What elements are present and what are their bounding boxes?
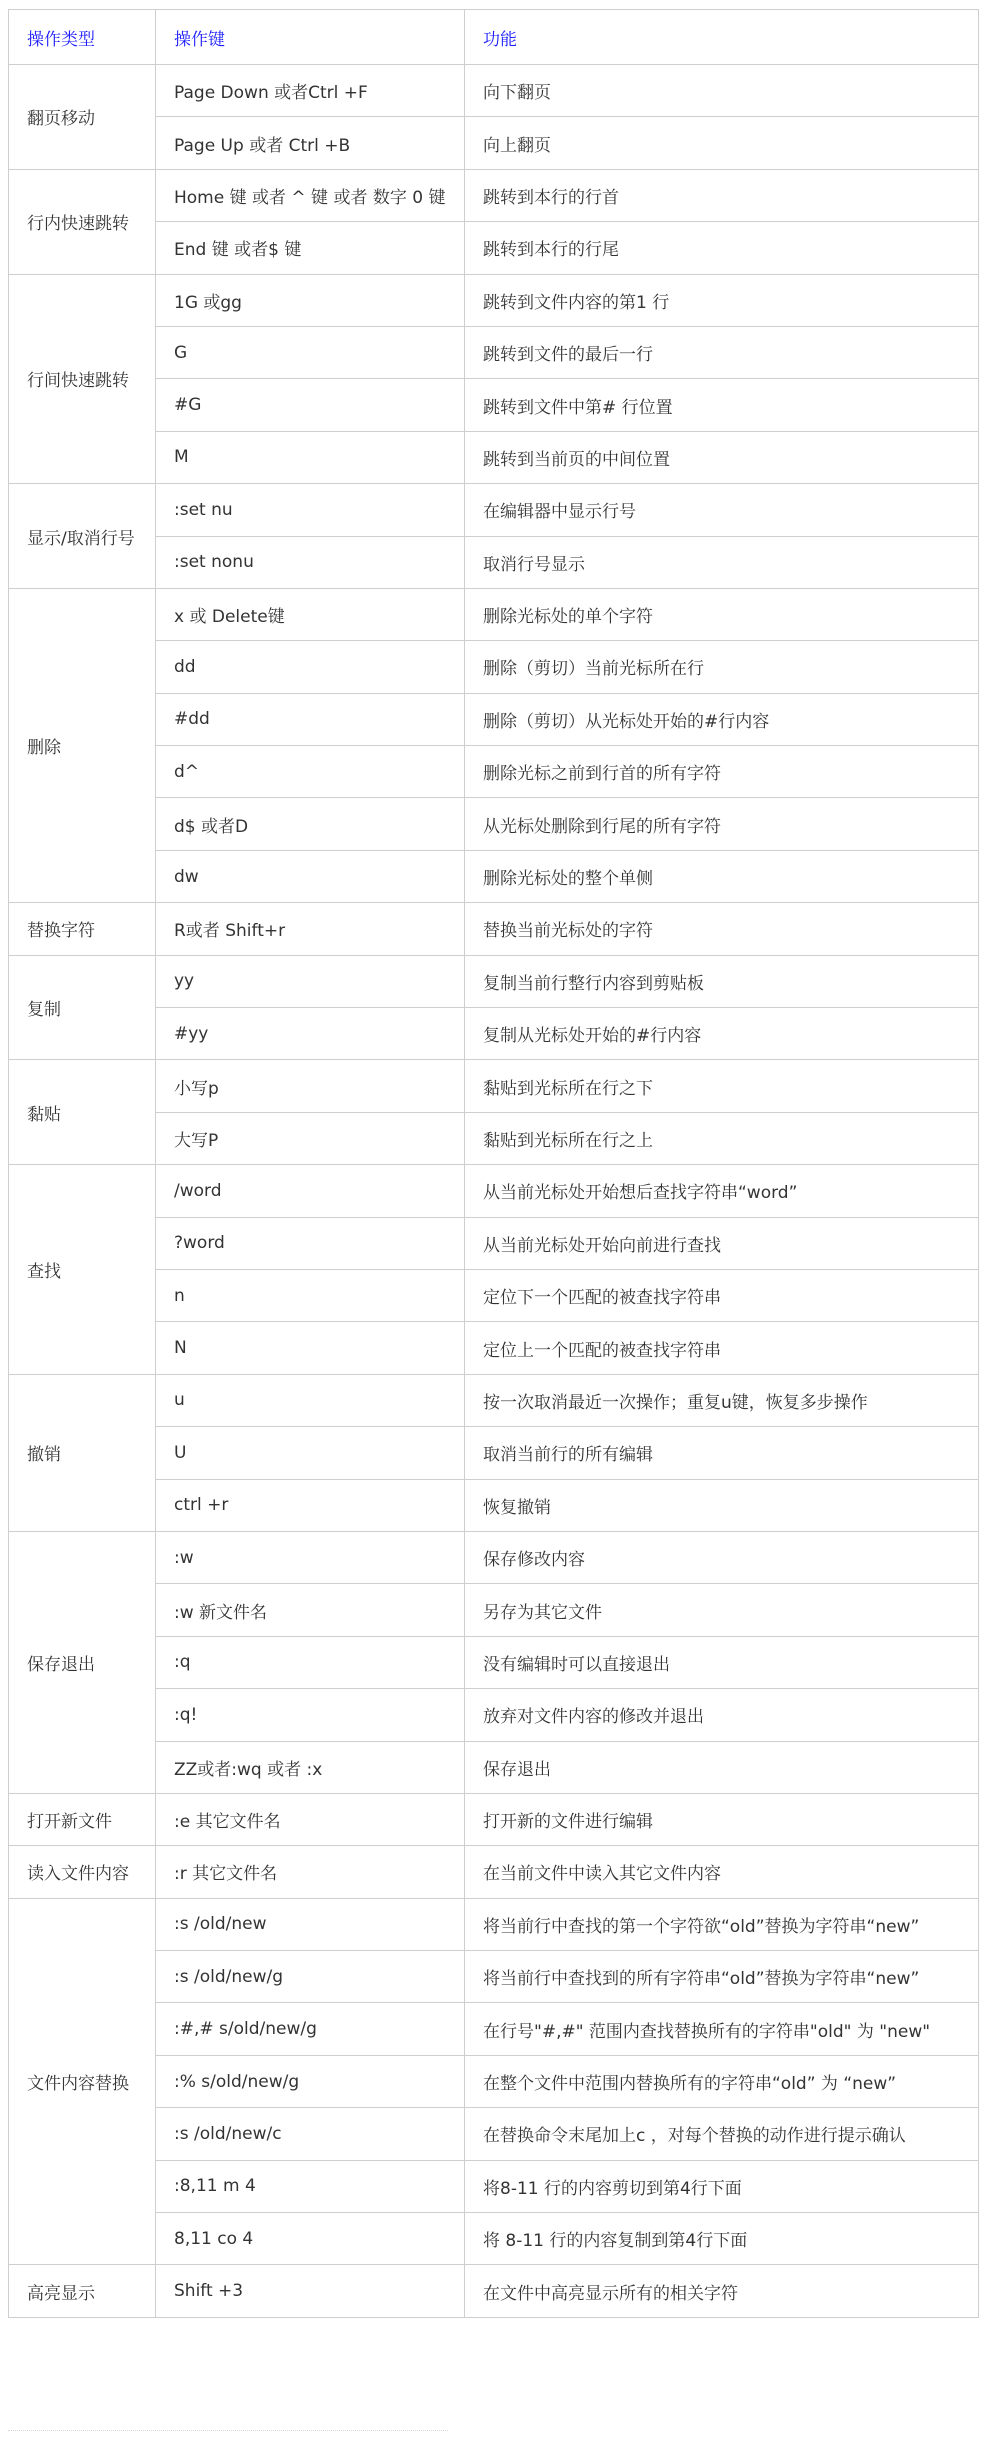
key-cell: :8,11 m 4 [156, 2160, 465, 2212]
function-cell: 在整个文件中范围内替换所有的字符串“old” 为 “new” [465, 2055, 979, 2107]
key-cell: :% s/old/new/g [156, 2055, 465, 2107]
function-cell: 另存为其它文件 [465, 1584, 979, 1636]
function-cell: 定位下一个匹配的被查找字符串 [465, 1269, 979, 1321]
key-cell: N [156, 1322, 465, 1374]
function-cell: 跳转到文件内容的第1 行 [465, 274, 979, 326]
function-cell: 黏贴到光标所在行之上 [465, 1112, 979, 1164]
category-cell: 翻页移动 [9, 65, 156, 170]
function-cell: 复制当前行整行内容到剪贴板 [465, 955, 979, 1007]
function-cell: 保存修改内容 [465, 1531, 979, 1583]
function-cell: 从当前光标处开始向前进行查找 [465, 1217, 979, 1269]
category-cell: 文件内容替换 [9, 1898, 156, 2265]
function-cell: 从光标处删除到行尾的所有字符 [465, 798, 979, 850]
key-cell: ctrl +r [156, 1479, 465, 1531]
function-cell: 向下翻页 [465, 65, 979, 117]
key-cell: Shift +3 [156, 2265, 465, 2317]
key-cell: End 键 或者$ 键 [156, 222, 465, 274]
category-cell: 删除 [9, 588, 156, 902]
key-cell: :e 其它文件名 [156, 1793, 465, 1845]
category-cell: 查找 [9, 1165, 156, 1375]
key-cell: :w [156, 1531, 465, 1583]
function-cell: 从当前光标处开始想后查找字符串“word” [465, 1165, 979, 1217]
key-cell: :s /old/new [156, 1898, 465, 1950]
function-cell: 黏贴到光标所在行之下 [465, 1060, 979, 1112]
key-cell: :w 新文件名 [156, 1584, 465, 1636]
key-cell: :q [156, 1636, 465, 1688]
key-cell: yy [156, 955, 465, 1007]
key-cell: ZZ或者:wq 或者 :x [156, 1741, 465, 1793]
function-cell: 没有编辑时可以直接退出 [465, 1636, 979, 1688]
table-row [9, 1531, 979, 1583]
key-cell: :#,# s/old/new/g [156, 2003, 465, 2055]
key-cell: #yy [156, 1008, 465, 1060]
category-cell: 行间快速跳转 [9, 274, 156, 484]
function-cell: 将当前行中查找到的所有字符串“old”替换为字符串“new” [465, 1951, 979, 2003]
key-cell: n [156, 1269, 465, 1321]
function-cell: 删除光标处的整个单侧 [465, 850, 979, 902]
header-key: 操作键 [156, 10, 465, 65]
table-row [9, 484, 979, 536]
header-function: 功能 [465, 10, 979, 65]
key-cell: U [156, 1427, 465, 1479]
key-cell: :q! [156, 1689, 465, 1741]
function-cell: 取消当前行的所有编辑 [465, 1427, 979, 1479]
function-cell: 删除光标之前到行首的所有字符 [465, 746, 979, 798]
function-cell: 跳转到本行的行首 [465, 169, 979, 221]
category-cell: 复制 [9, 955, 156, 1060]
table-row [9, 1165, 979, 1217]
category-cell: 黏贴 [9, 1060, 156, 1165]
key-cell: 1G 或gg [156, 274, 465, 326]
key-cell: u [156, 1374, 465, 1426]
function-cell: 在行号"#,#" 范围内查找替换所有的字符串"old" 为 "new" [465, 2003, 979, 2055]
function-cell: 将当前行中查找的第一个字符欲“old”替换为字符串“new” [465, 1898, 979, 1950]
function-cell: 按一次取消最近一次操作；重复u键，恢复多步操作 [465, 1374, 979, 1426]
function-cell: 在当前文件中读入其它文件内容 [465, 1846, 979, 1898]
function-cell: 在替换命令末尾加上c ，对每个替换的动作进行提示确认 [465, 2108, 979, 2160]
key-cell: :s /old/new/g [156, 1951, 465, 2003]
function-cell: 将8-11 行的内容剪切到第4行下面 [465, 2160, 979, 2212]
function-cell: 跳转到文件中第# 行位置 [465, 379, 979, 431]
key-cell: /word [156, 1165, 465, 1217]
function-cell: 向上翻页 [465, 117, 979, 169]
key-cell: 8,11 co 4 [156, 2213, 465, 2265]
function-cell: 删除（剪切）当前光标所在行 [465, 641, 979, 693]
table-row [9, 65, 979, 117]
key-cell: 大写P [156, 1112, 465, 1164]
table-row [9, 274, 979, 326]
category-cell: 保存退出 [9, 1531, 156, 1793]
key-cell: d$ 或者D [156, 798, 465, 850]
table-row [9, 955, 979, 1007]
key-cell: R或者 Shift+r [156, 903, 465, 955]
key-cell: #G [156, 379, 465, 431]
key-cell: :s /old/new/c [156, 2108, 465, 2160]
category-cell: 高亮显示 [9, 2265, 156, 2317]
key-cell: dd [156, 641, 465, 693]
function-cell: 跳转到当前页的中间位置 [465, 431, 979, 483]
header-category: 操作类型 [9, 10, 156, 65]
key-cell: Home 键 或者 ^ 键 或者 数字 0 键 [156, 169, 465, 221]
table-row [9, 2265, 979, 2317]
table-body [9, 65, 979, 2318]
function-cell: 跳转到本行的行尾 [465, 222, 979, 274]
key-cell: #dd [156, 693, 465, 745]
function-cell: 保存退出 [465, 1741, 979, 1793]
function-cell: 删除（剪切）从光标处开始的#行内容 [465, 693, 979, 745]
key-cell: :set nu [156, 484, 465, 536]
key-cell: dw [156, 850, 465, 902]
function-cell: 放弃对文件内容的修改并退出 [465, 1689, 979, 1741]
function-cell: 删除光标处的单个字符 [465, 588, 979, 640]
vim-command-table [8, 9, 979, 2318]
function-cell: 打开新的文件进行编辑 [465, 1793, 979, 1845]
function-cell: 跳转到文件的最后一行 [465, 326, 979, 378]
function-cell: 替换当前光标处的字符 [465, 903, 979, 955]
category-cell: 读入文件内容 [9, 1846, 156, 1898]
category-cell: 行内快速跳转 [9, 169, 156, 274]
table-row [9, 1898, 979, 1950]
function-cell: 恢复撤销 [465, 1479, 979, 1531]
key-cell: 小写p [156, 1060, 465, 1112]
table-header-row [9, 10, 979, 65]
table-row [9, 169, 979, 221]
category-cell: 打开新文件 [9, 1793, 156, 1845]
function-cell: 定位上一个匹配的被查找字符串 [465, 1322, 979, 1374]
key-cell: :r 其它文件名 [156, 1846, 465, 1898]
category-cell: 替换字符 [9, 903, 156, 955]
category-cell: 撤销 [9, 1374, 156, 1531]
key-cell: M [156, 431, 465, 483]
function-cell: 将 8-11 行的内容复制到第4行下面 [465, 2213, 979, 2265]
key-cell: x 或 Delete键 [156, 588, 465, 640]
table-row [9, 903, 979, 955]
table-row [9, 588, 979, 640]
key-cell: Page Down 或者Ctrl +F [156, 65, 465, 117]
key-cell: Page Up 或者 Ctrl +B [156, 117, 465, 169]
key-cell: ?word [156, 1217, 465, 1269]
function-cell: 取消行号显示 [465, 536, 979, 588]
function-cell: 复制从光标处开始的#行内容 [465, 1008, 979, 1060]
table-row [9, 1374, 979, 1426]
function-cell: 在文件中高亮显示所有的相关字符 [465, 2265, 979, 2317]
table-row [9, 1793, 979, 1845]
category-cell: 显示/取消行号 [9, 484, 156, 589]
bottom-divider [8, 2430, 448, 2431]
key-cell: d^ [156, 746, 465, 798]
table-row [9, 1060, 979, 1112]
key-cell: G [156, 326, 465, 378]
table-row [9, 1846, 979, 1898]
function-cell: 在编辑器中显示行号 [465, 484, 979, 536]
key-cell: :set nonu [156, 536, 465, 588]
